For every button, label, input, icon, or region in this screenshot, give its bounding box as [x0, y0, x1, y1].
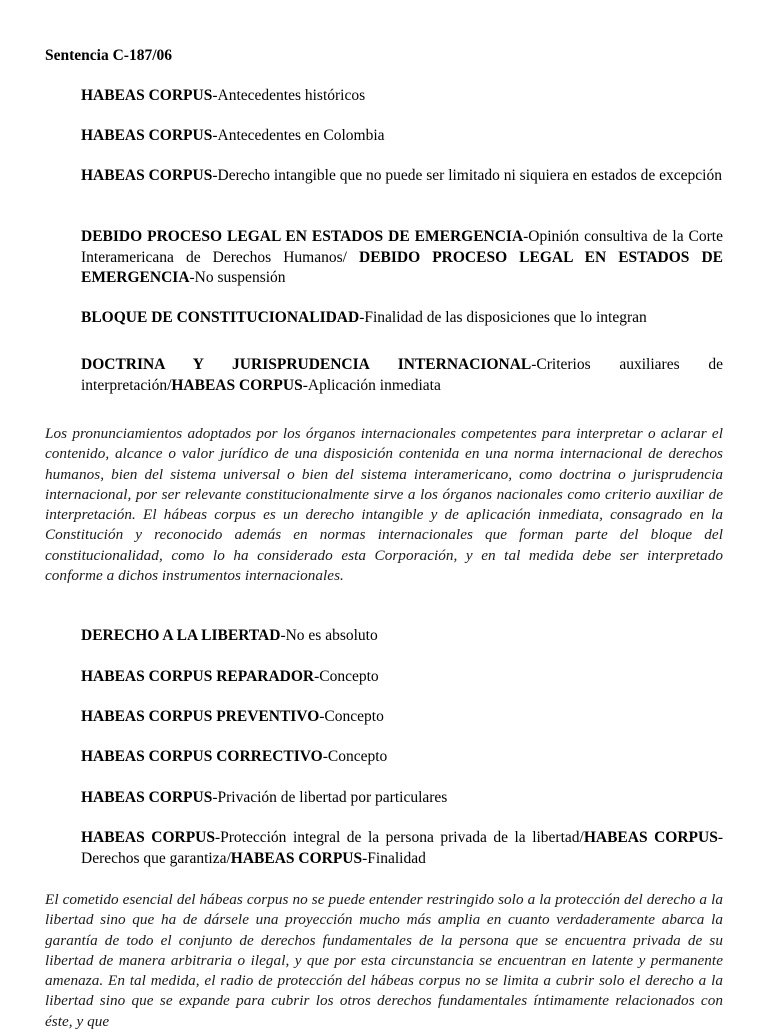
- headnote-text: -Finalidad de las disposiciones que lo integran: [359, 309, 647, 326]
- headnote-habeas-corpus-correctivo: [81, 747, 723, 768]
- headnote-term: HABEAS CORPUS: [230, 849, 363, 867]
- headnote-text: -No suspensión: [189, 269, 286, 286]
- headnote-text: -Criterios auxiliares de interpretación/: [81, 356, 723, 394]
- headnote-text: -Opinión consultiva de la Corte Interamericana de Derechos Humanos/: [81, 228, 723, 266]
- headnote-doctrina-jurisprudencia: [81, 355, 723, 396]
- headnote-habeas-corpus-proteccion-integral: [81, 828, 723, 869]
- headnote-text: -Privación de libertad por particulares: [212, 789, 448, 806]
- headnote-term: HABEAS CORPUS CORRECTIVO: [81, 748, 323, 765]
- headnote-text: -Antecedentes en Colombia: [212, 127, 385, 144]
- headnote-text: -Derecho intangible que no puede ser limitado ni siquiera en estados de excepción: [212, 167, 722, 184]
- headnote-term: DEBIDO PROCESO LEGAL EN ESTADOS DE EMERGENCIA: [81, 228, 524, 245]
- headnote-term: HABEAS CORPUS PREVENTIVO: [81, 708, 320, 725]
- headnote-term: HABEAS CORPUS REPARADOR: [81, 668, 315, 685]
- headnote-text: -Antecedentes históricos: [212, 87, 366, 104]
- document-title: Sentencia C-187/06: [45, 47, 173, 64]
- headnote-debido-proceso-emergencia: [81, 227, 723, 289]
- headnote-text: -Aplicación inmediata: [302, 376, 441, 394]
- headnote-habeas-corpus-particulares: [81, 788, 723, 809]
- headnote-term: HABEAS CORPUS: [81, 167, 213, 184]
- headnote-term: HABEAS CORPUS: [171, 376, 303, 394]
- headnote-habeas-corpus-antecedentes-historicos: [81, 86, 723, 107]
- headnote-text: -Concepto: [322, 748, 388, 765]
- summary-paragraph-1: Los pronunciamientos adoptados por los órganos internacionales competentes para interpretar o aclarar el contenido, alcance o valor jurídico de una disposición contenida en una norma internacional de derechos humanos, bien del sistema universal o bien del sistema interamericano, como doctrina o jurisprudencia internacional, por ser relevante constitucionalmente sirve a los órganos nacionales como criterio auxiliar de interpretación. El hábeas corpus es un derecho intangible y de aplicación inmediata, consagrado en la Constitución y reconocido además en normas internacionales que forman parte del bloque del constitucionalidad, como lo ha considerado esta Corporación, y en tal medida debe ser interpretado conforme a dichos instrumentos internacionales.: [45, 425, 723, 585]
- headnote-term: HABEAS CORPUS: [81, 87, 213, 104]
- headnote-habeas-corpus-antecedentes-colombia: [81, 126, 723, 147]
- headnote-text: -Protección integral de la persona privada de la libertad/: [214, 829, 584, 846]
- headnote-habeas-corpus-preventivo: [81, 707, 723, 728]
- headnote-text: -Concepto: [314, 668, 379, 685]
- headnote-term: HABEAS CORPUS: [583, 829, 718, 846]
- headnote-habeas-corpus-reparador: [81, 667, 723, 688]
- headnote-term: DEBIDO PROCESO LEGAL EN ESTADOS DE EMERGENCIA: [81, 248, 723, 286]
- headnote-term: DERECHO A LA LIBERTAD: [81, 627, 281, 644]
- headnote-term: HABEAS CORPUS: [81, 789, 213, 806]
- summary-paragraph-2: El cometido esencial del hábeas corpus no se puede entender restringido solo a la protección del derecho a la libertad sino que ha de dársele una proyección mucho más amplia en cuanto verdaderamente abarca la garantía de todo el conjunto de derechos fundamentales de la persona que se encuentra privada de su libertad de manera arbitraria o ilegal, y que por esta circunstancia se encuentran en latente y permanente amenaza. En tal medida, el radio de protección del hábeas corpus no se limita a cubrir solo el derecho a la libertad sino que se expande para cubrir los otros derechos fundamentales íntimamente relacionados con éste, y que: [45, 891, 723, 1030]
- headnote-text: -Finalidad: [362, 849, 426, 867]
- headnote-habeas-corpus-derecho-intangible: [81, 166, 723, 187]
- headnote-derecho-libertad: [81, 626, 723, 647]
- headnote-term: BLOQUE DE CONSTITUCIONALIDAD: [81, 309, 360, 326]
- headnote-term: HABEAS CORPUS: [81, 127, 213, 144]
- headnote-text: -Derechos que garantiza/: [81, 829, 723, 867]
- headnote-bloque-constitucionalidad: [81, 308, 723, 329]
- headnote-text: -No es absoluto: [280, 627, 378, 644]
- headnote-text: -Concepto: [319, 708, 384, 725]
- headnote-term: DOCTRINA Y JURISPRUDENCIA INTERNACIONAL: [81, 356, 532, 373]
- headnote-term: HABEAS CORPUS: [81, 829, 215, 846]
